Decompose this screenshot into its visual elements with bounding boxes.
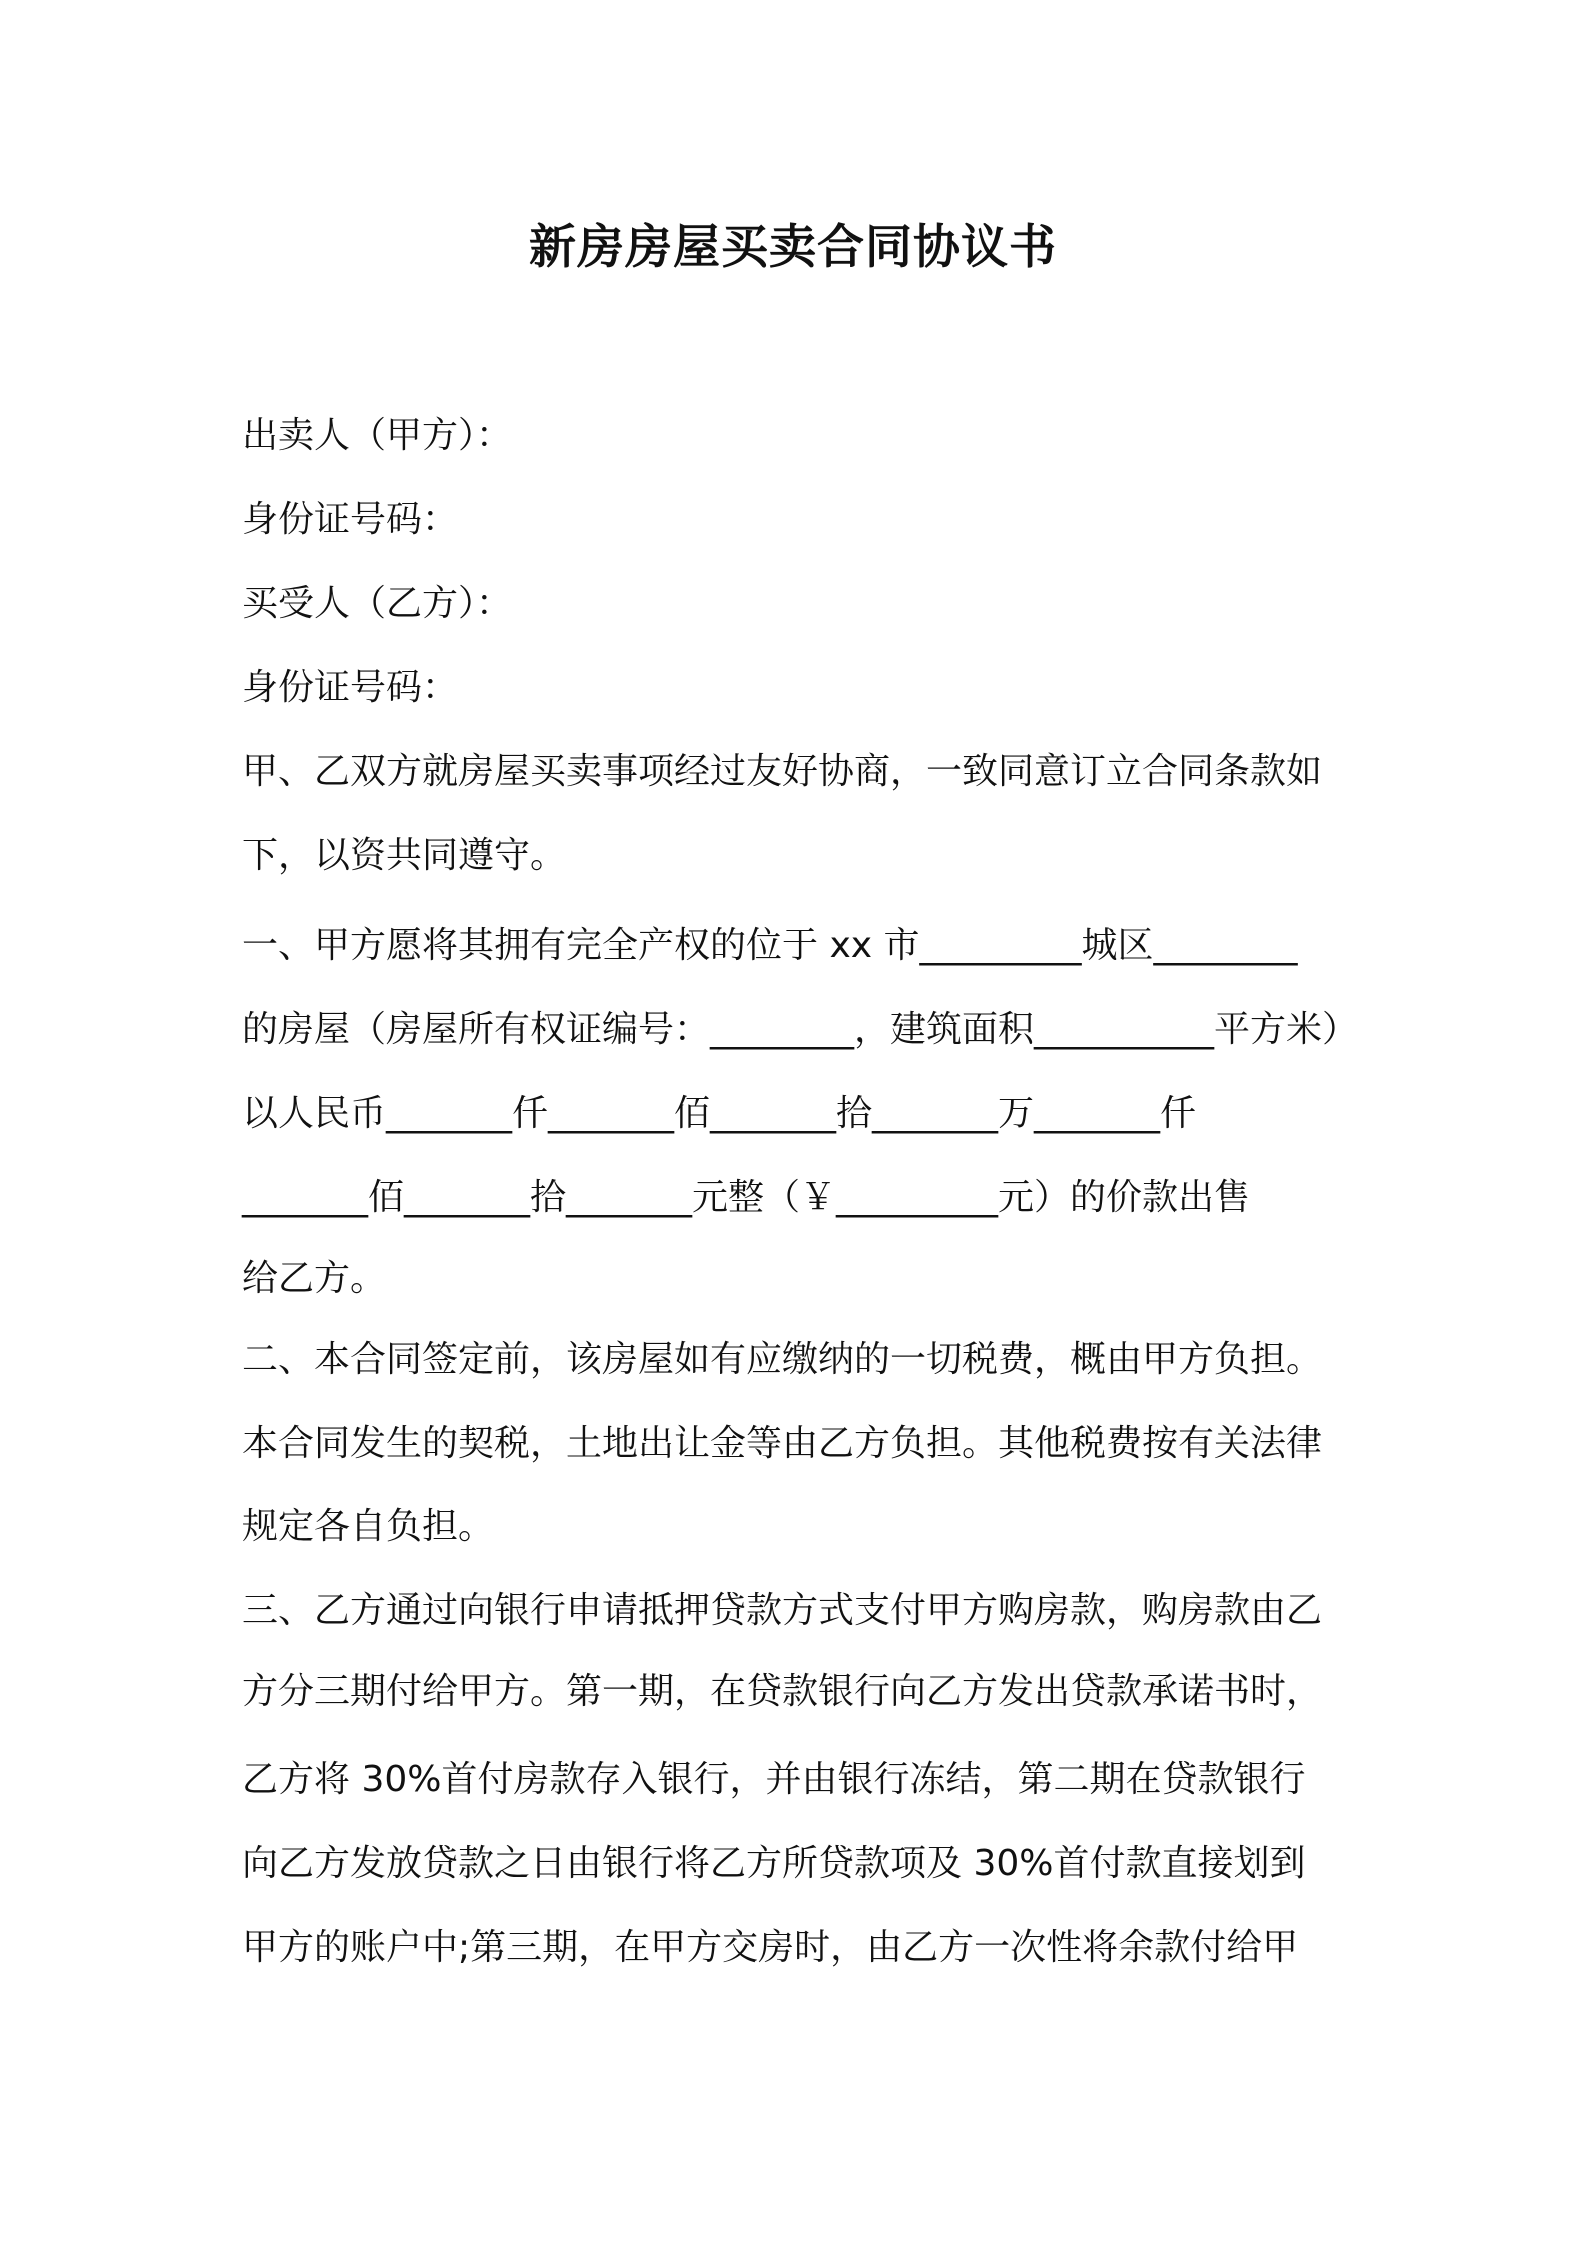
buyer-field-label: 买受人（乙方）： xyxy=(242,583,513,624)
document-title: 新房房屋买卖合同协议书 xyxy=(529,220,1057,275)
clause-one-line: 的房屋（房屋所有权证编号：________，建筑面积__________平方米） xyxy=(242,1009,1359,1050)
clause-two-line: 本合同发生的契税，土地出让金等由乙方负担。其他税费按有关法律 xyxy=(242,1423,1323,1464)
seller-id-field-label: 身份证号码： xyxy=(242,499,459,540)
clause-two-line: 规定各自负担。 xyxy=(242,1506,495,1547)
clause-one-line: _______佰_______拾_______元整（￥_________元）的价款出售 xyxy=(242,1177,1251,1218)
clause-one-line: 一、甲方愿将其拥有完全产权的位于 xx 市_________城区________ xyxy=(242,925,1298,966)
clause-two-line: 二、本合同签定前，该房屋如有应缴纳的一切税费，概由甲方负担。 xyxy=(242,1339,1323,1380)
clause-three-line: 乙方将 30%首付房款存入银行，并由银行冻结，第二期在贷款银行 xyxy=(242,1759,1306,1800)
preamble-line: 甲、乙双方就房屋买卖事项经过友好协商，一致同意订立合同条款如 xyxy=(242,751,1323,792)
clause-one-line: 给乙方。 xyxy=(242,1258,387,1299)
clause-three-line: 甲方的账户中;第三期，在甲方交房时，由乙方一次性将余款付给甲 xyxy=(242,1927,1299,1968)
buyer-id-field-label: 身份证号码： xyxy=(242,667,459,708)
seller-field-label: 出卖人（甲方）： xyxy=(242,415,513,456)
clause-three-line: 三、乙方通过向银行申请抵押贷款方式支付甲方购房款，购房款由乙 xyxy=(242,1590,1323,1631)
preamble-line: 下，以资共同遵守。 xyxy=(242,835,567,876)
clause-three-line: 方分三期付给甲方。第一期，在贷款银行向乙方发出贷款承诺书时， xyxy=(242,1671,1323,1712)
clause-one-line: 以人民币_______仟_______佰_______拾_______万_______仟 xyxy=(242,1093,1197,1134)
clause-three-line: 向乙方发放贷款之日由银行将乙方所贷款项及 30%首付款直接划到 xyxy=(242,1843,1306,1884)
